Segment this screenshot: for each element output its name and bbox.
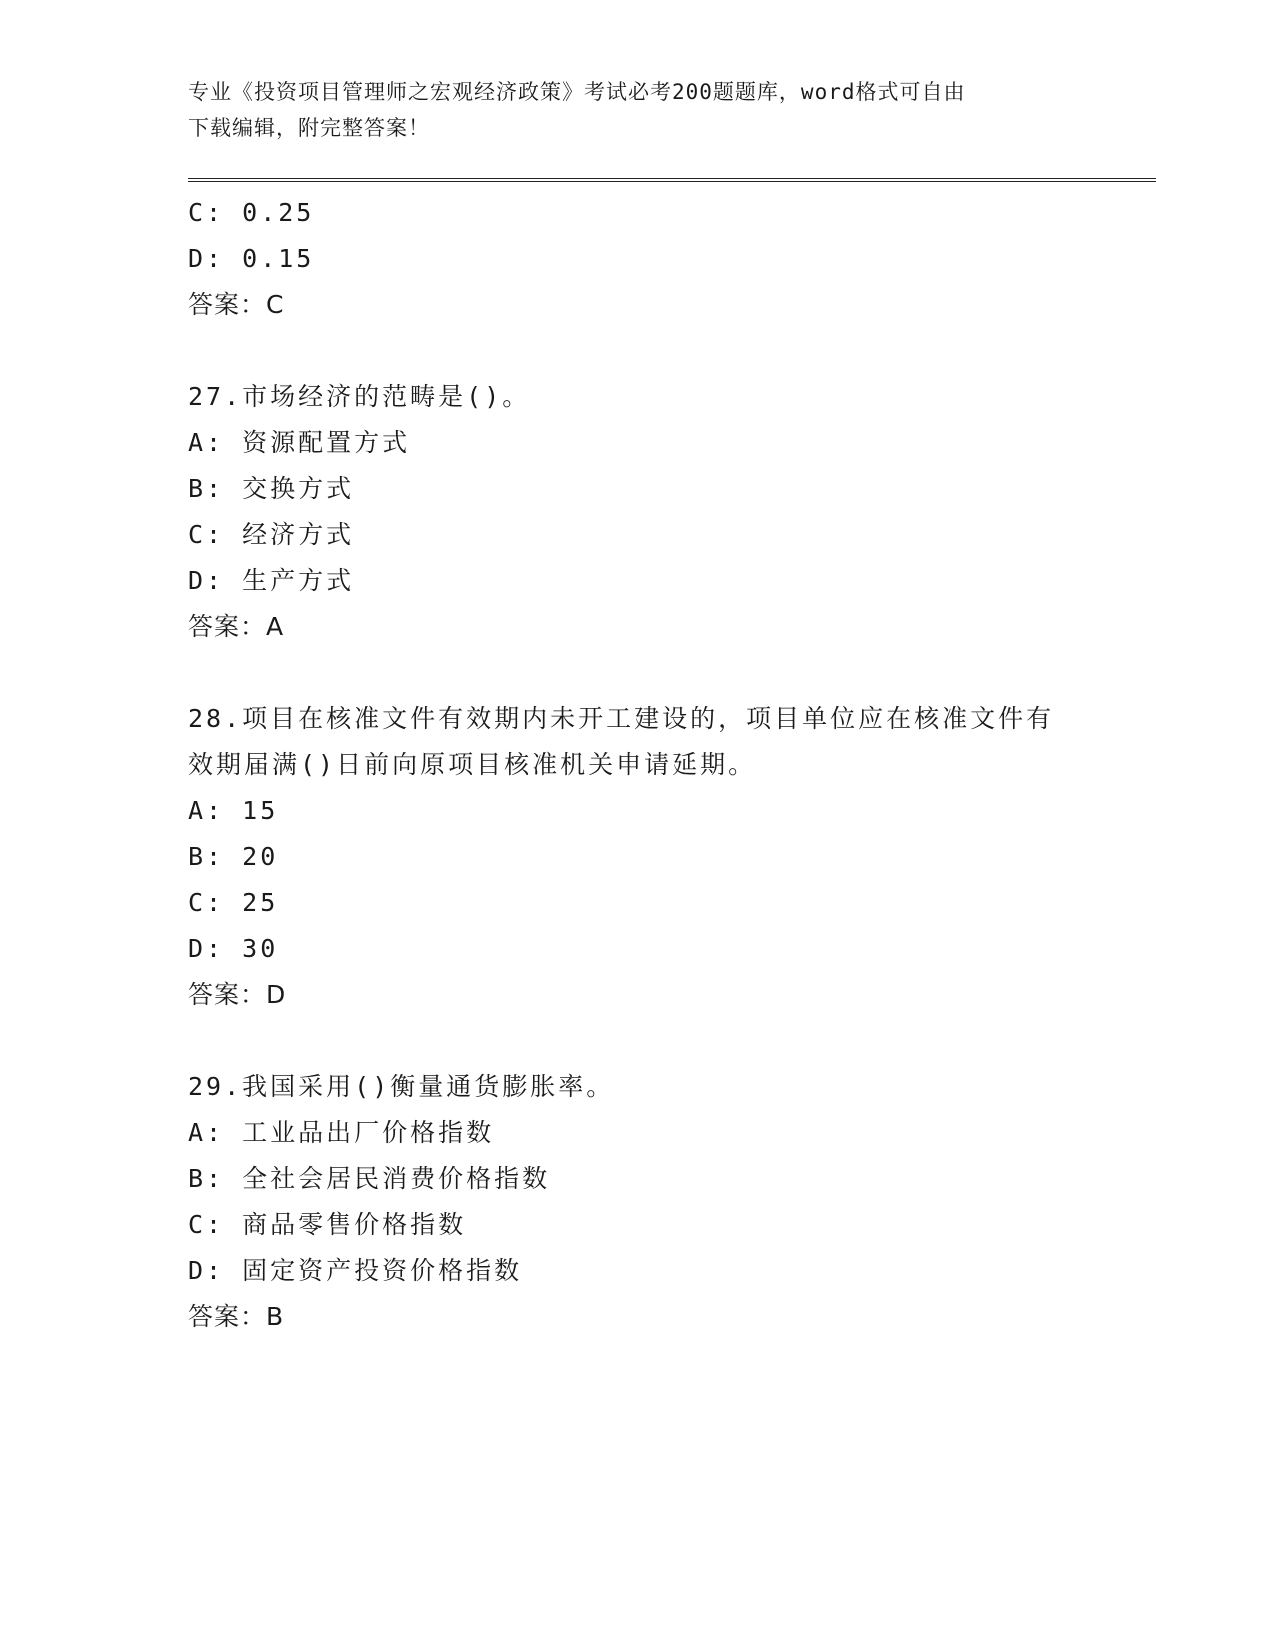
answer: 答案：A xyxy=(188,612,285,641)
option-a: A: 工业品出厂价格指数 xyxy=(188,1118,495,1147)
header-divider xyxy=(188,178,1156,182)
option-b: B: 全社会居民消费价格指数 xyxy=(188,1164,551,1193)
option-d: D: 30 xyxy=(188,934,279,963)
option-c: C: 商品零售价格指数 xyxy=(188,1210,467,1239)
header-line-2: 下载编辑，附完整答案！ xyxy=(188,116,430,140)
question-stem: 29.我国采用()衡量通货膨胀率。 xyxy=(188,1072,615,1101)
document-header xyxy=(188,74,1088,146)
option-c: C: 0.25 xyxy=(188,198,315,227)
question-list xyxy=(188,190,1088,1340)
answer: 答案：D xyxy=(188,980,287,1009)
answer: 答案：C xyxy=(188,290,285,319)
option-d: D: 固定资产投资价格指数 xyxy=(188,1256,523,1285)
option-a: A: 资源配置方式 xyxy=(188,428,411,457)
question-stem-line-2: 效期届满()日前向原项目核准机关申请延期。 xyxy=(188,750,757,779)
spacer xyxy=(188,650,1088,696)
partial-question xyxy=(188,190,1088,328)
option-c: C: 25 xyxy=(188,888,279,917)
option-a: A: 15 xyxy=(188,796,279,825)
question-27 xyxy=(188,374,1088,650)
answer: 答案：B xyxy=(188,1302,285,1331)
question-stem: 27.市场经济的范畴是()。 xyxy=(188,382,531,411)
header-line-1: 专业《投资项目管理师之宏观经济政策》考试必考200题题库，word格式可自由 xyxy=(188,80,966,104)
option-b: B: 20 xyxy=(188,842,279,871)
question-stem-line-1: 28.项目在核准文件有效期内未开工建设的，项目单位应在核准文件有 xyxy=(188,704,1055,733)
question-28 xyxy=(188,696,1088,1018)
option-d: D: 生产方式 xyxy=(188,566,355,595)
option-b: B: 交换方式 xyxy=(188,474,355,503)
spacer xyxy=(188,328,1088,374)
option-d: D: 0.15 xyxy=(188,244,315,273)
question-29 xyxy=(188,1064,1088,1340)
spacer xyxy=(188,1018,1088,1064)
option-c: C: 经济方式 xyxy=(188,520,355,549)
